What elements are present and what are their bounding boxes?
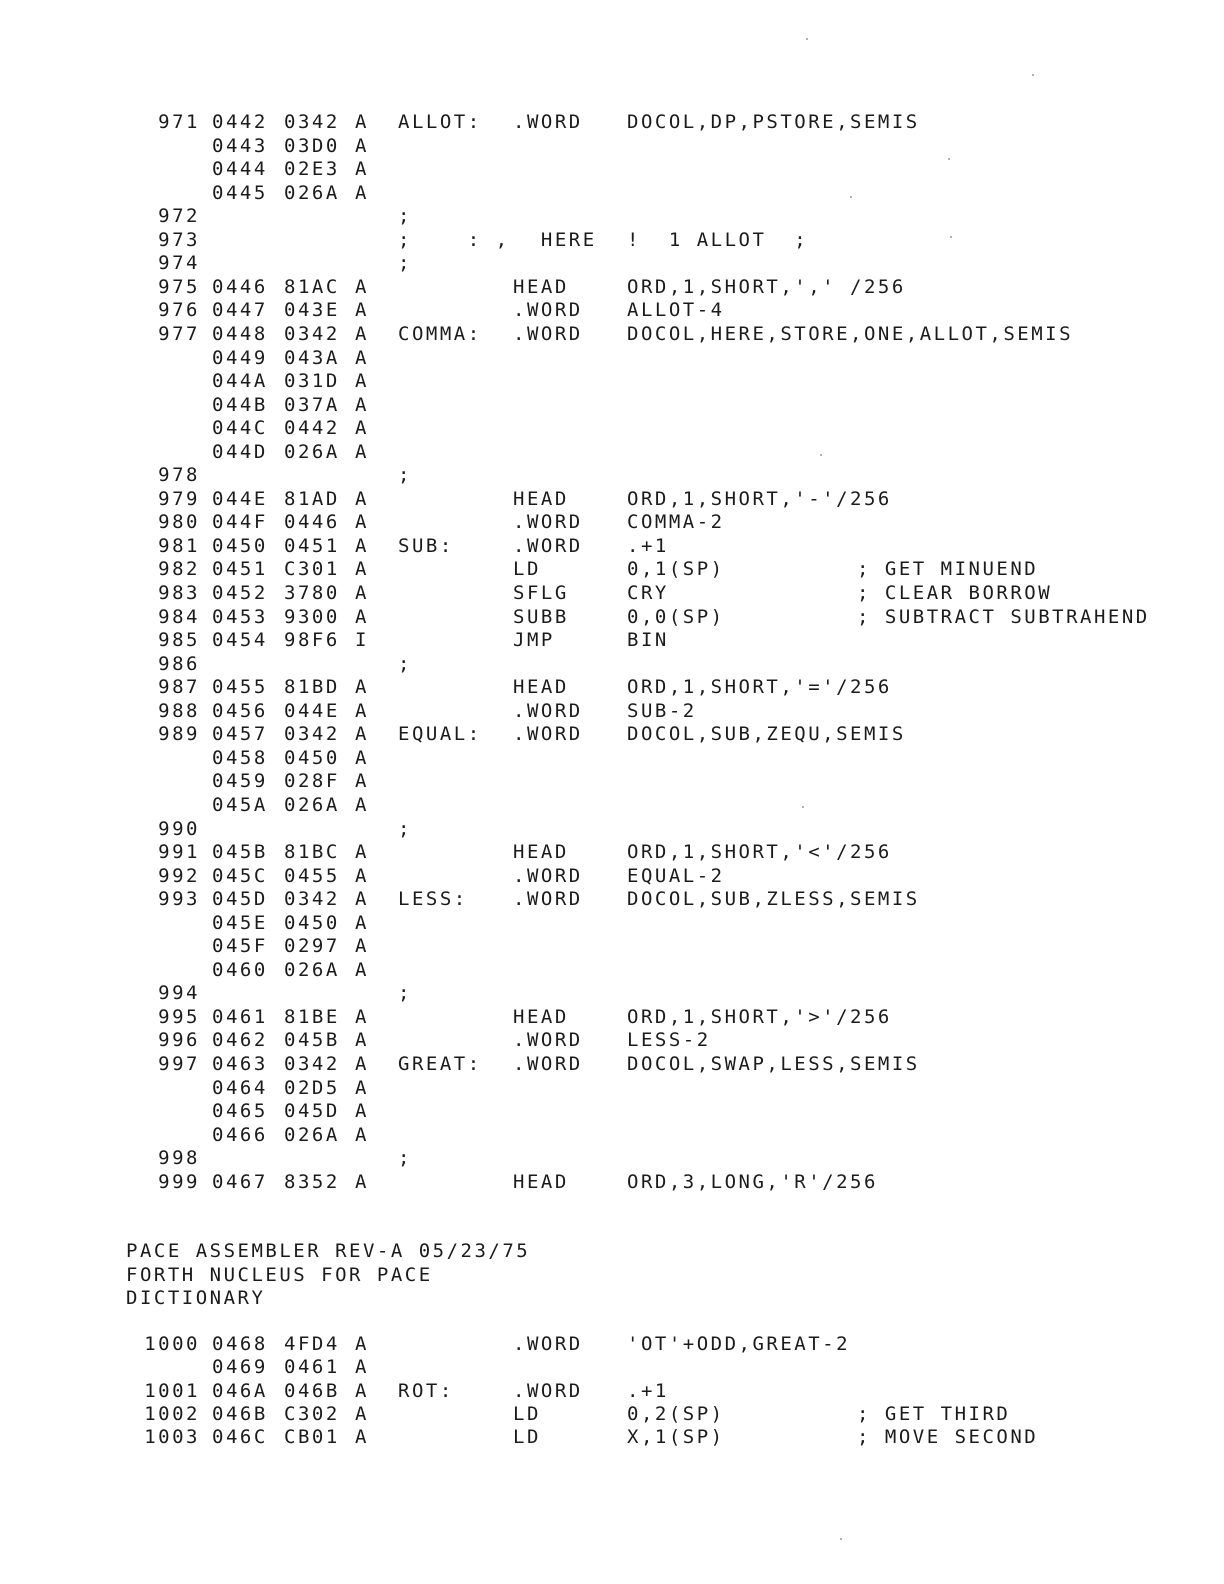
- object-code: 98F6: [284, 629, 340, 651]
- paper-speck: [948, 158, 950, 160]
- paper-speck: [850, 196, 852, 198]
- address: 046A: [212, 1380, 268, 1402]
- address: 0457: [212, 723, 268, 745]
- address: 0468: [212, 1333, 268, 1355]
- address: 046C: [212, 1426, 268, 1448]
- mnemonic: HEAD: [513, 276, 569, 298]
- object-code: 0297: [284, 935, 340, 957]
- comment: ; MOVE SECOND: [857, 1426, 1039, 1448]
- operand: ORD,1,SHORT,'<'/256: [627, 841, 892, 863]
- object-code: 037A: [284, 394, 340, 416]
- listing-line: [0, 1099, 1224, 1123]
- object-code: 81BC: [284, 841, 340, 863]
- object-code: 02D5: [284, 1077, 340, 1099]
- relocation-flag: A: [355, 1100, 369, 1122]
- paper-speck: [1032, 74, 1034, 76]
- object-code: 0342: [284, 723, 340, 745]
- listing-line: [0, 911, 1224, 935]
- relocation-flag: A: [355, 535, 369, 557]
- relocation-flag: A: [355, 488, 369, 510]
- paper-speck: [806, 38, 808, 40]
- listing-line: [0, 369, 1224, 393]
- object-code: 043A: [284, 347, 340, 369]
- relocation-flag: A: [355, 299, 369, 321]
- listing-line: [0, 110, 1224, 134]
- mnemonic: HERE: [513, 229, 597, 251]
- mnemonic: .WORD: [513, 1029, 583, 1051]
- object-code: 0446: [284, 511, 340, 533]
- source-line-number: 998: [158, 1147, 200, 1169]
- mnemonic: .WORD: [513, 865, 583, 887]
- address: 0453: [212, 606, 268, 628]
- mnemonic: JMP: [513, 629, 555, 651]
- operand: BIN: [627, 629, 669, 651]
- relocation-flag: A: [355, 1426, 369, 1448]
- source-line-number: 978: [158, 464, 200, 486]
- object-code: 0450: [284, 912, 340, 934]
- mnemonic: HEAD: [513, 841, 569, 863]
- relocation-flag: A: [355, 1077, 369, 1099]
- relocation-flag: A: [355, 441, 369, 463]
- address: 045C: [212, 865, 268, 887]
- relocation-flag: A: [355, 417, 369, 439]
- listing-line: [0, 934, 1224, 958]
- object-code: 026A: [284, 1124, 340, 1146]
- operand: .+1: [627, 1380, 669, 1402]
- listing-line: [0, 817, 1224, 841]
- listing-line: [0, 652, 1224, 676]
- operand: 0,2(SP): [627, 1403, 725, 1425]
- listing-line: [0, 958, 1224, 982]
- object-code: 3780: [284, 582, 340, 604]
- mnemonic: .WORD: [513, 700, 583, 722]
- operand: ORD,3,LONG,'R'/256: [627, 1171, 878, 1193]
- relocation-flag: A: [355, 959, 369, 981]
- source-line-number: 982: [158, 558, 200, 580]
- address: 045E: [212, 912, 268, 934]
- listing-line: [0, 1028, 1224, 1052]
- operand: COMMA-2: [627, 511, 725, 533]
- relocation-flag: A: [355, 1006, 369, 1028]
- listing-line: [0, 1123, 1224, 1147]
- source-line-number: 991: [158, 841, 200, 863]
- relocation-flag: A: [355, 347, 369, 369]
- listing-line: [0, 1355, 1224, 1379]
- object-code: 028F: [284, 770, 340, 792]
- operand: EQUAL-2: [627, 865, 725, 887]
- label: ;: [398, 653, 412, 675]
- address: 0454: [212, 629, 268, 651]
- object-code: CB01: [284, 1426, 340, 1448]
- label: ;: [398, 252, 412, 274]
- relocation-flag: A: [355, 111, 369, 133]
- relocation-flag: A: [355, 747, 369, 769]
- address: 0452: [212, 582, 268, 604]
- address: 044E: [212, 488, 268, 510]
- program-title: FORTH NUCLEUS FOR PACE: [126, 1264, 433, 1286]
- source-line-number: 984: [158, 606, 200, 628]
- listing-line: [0, 393, 1224, 417]
- listing-line: [0, 793, 1224, 817]
- relocation-flag: A: [355, 1124, 369, 1146]
- listing-line: [0, 1170, 1224, 1194]
- object-code: C302: [284, 1403, 340, 1425]
- listing-line: [0, 1402, 1224, 1426]
- operand: ORD,1,SHORT,',' /256: [627, 276, 906, 298]
- address: 0464: [212, 1077, 268, 1099]
- mnemonic: .WORD: [513, 535, 583, 557]
- source-line-number: 997: [158, 1053, 200, 1075]
- label: COMMA:: [398, 323, 482, 345]
- operand: 'OT'+ODD,GREAT-2: [627, 1333, 851, 1355]
- object-code: 046B: [284, 1380, 340, 1402]
- mnemonic: LD: [513, 1403, 541, 1425]
- object-code: C301: [284, 558, 340, 580]
- object-code: 81AD: [284, 488, 340, 510]
- source-line-number: 1002: [144, 1403, 200, 1425]
- source-line-number: 989: [158, 723, 200, 745]
- relocation-flag: A: [355, 1356, 369, 1378]
- address: 045F: [212, 935, 268, 957]
- label: ; : ,: [398, 229, 510, 251]
- source-line-number: 981: [158, 535, 200, 557]
- relocation-flag: A: [355, 888, 369, 910]
- object-code: 0342: [284, 888, 340, 910]
- mnemonic: HEAD: [513, 676, 569, 698]
- relocation-flag: A: [355, 394, 369, 416]
- mnemonic: HEAD: [513, 1006, 569, 1028]
- relocation-flag: A: [355, 135, 369, 157]
- source-line-number: 1000: [144, 1333, 200, 1355]
- operand: ALLOT-4: [627, 299, 725, 321]
- listing-line: [0, 675, 1224, 699]
- source-line-number: 986: [158, 653, 200, 675]
- object-code: 043E: [284, 299, 340, 321]
- listing-line: [0, 1005, 1224, 1029]
- address: 0450: [212, 535, 268, 557]
- listing-line: [0, 440, 1224, 464]
- listing-line: [0, 204, 1224, 228]
- label: EQUAL:: [398, 723, 482, 745]
- source-line-number: 994: [158, 982, 200, 1004]
- operand: .+1: [627, 535, 669, 557]
- address: 0444: [212, 158, 268, 180]
- mnemonic: SUBB: [513, 606, 569, 628]
- paper-speck: [840, 1538, 842, 1540]
- object-code: 0342: [284, 111, 340, 133]
- source-line-number: 973: [158, 229, 200, 251]
- source-line-number: 1001: [144, 1380, 200, 1402]
- operand: ORD,1,SHORT,'>'/256: [627, 1006, 892, 1028]
- source-line-number: 992: [158, 865, 200, 887]
- comment: ; CLEAR BORROW: [857, 582, 1053, 604]
- address: 045A: [212, 794, 268, 816]
- mnemonic: .WORD: [513, 888, 583, 910]
- source-line-number: 987: [158, 676, 200, 698]
- relocation-flag: A: [355, 370, 369, 392]
- relocation-flag: A: [355, 1029, 369, 1051]
- section-title: DICTIONARY: [126, 1287, 266, 1309]
- address: 045B: [212, 841, 268, 863]
- source-line-number: 985: [158, 629, 200, 651]
- object-code: 0451: [284, 535, 340, 557]
- listing-line: [0, 628, 1224, 652]
- address: 0459: [212, 770, 268, 792]
- listing-line: [0, 1076, 1224, 1100]
- mnemonic: .WORD: [513, 299, 583, 321]
- source-line-number: 993: [158, 888, 200, 910]
- address: 0466: [212, 1124, 268, 1146]
- listing-line: [0, 134, 1224, 158]
- relocation-flag: A: [355, 1380, 369, 1402]
- label: ;: [398, 464, 412, 486]
- source-line-number: 980: [158, 511, 200, 533]
- address: 0469: [212, 1356, 268, 1378]
- source-line-number: 977: [158, 323, 200, 345]
- comment: ; GET MINUEND: [857, 558, 1039, 580]
- object-code: 81BE: [284, 1006, 340, 1028]
- mnemonic: SFLG: [513, 582, 569, 604]
- listing-line: [0, 487, 1224, 511]
- label: SUB:: [398, 535, 454, 557]
- address: 0446: [212, 276, 268, 298]
- listing-line: [0, 557, 1224, 581]
- listing-line: [0, 722, 1224, 746]
- address: 0458: [212, 747, 268, 769]
- mnemonic: .WORD: [513, 723, 583, 745]
- relocation-flag: A: [355, 723, 369, 745]
- listing-line: [0, 346, 1224, 370]
- address: 0455: [212, 676, 268, 698]
- label: ;: [398, 982, 412, 1004]
- label: ROT:: [398, 1380, 454, 1402]
- mnemonic: .WORD: [513, 511, 583, 533]
- source-line-number: 975: [158, 276, 200, 298]
- source-line-number: 983: [158, 582, 200, 604]
- listing-line: [0, 699, 1224, 723]
- listing-line: [0, 864, 1224, 888]
- relocation-flag: A: [355, 700, 369, 722]
- object-code: 02E3: [284, 158, 340, 180]
- object-code: 03D0: [284, 135, 340, 157]
- operand: 0,0(SP): [627, 606, 725, 628]
- address: 044F: [212, 511, 268, 533]
- listing-line: [0, 840, 1224, 864]
- listing-line: [0, 1332, 1224, 1356]
- source-line-number: 988: [158, 700, 200, 722]
- listing-line: [0, 228, 1224, 252]
- label: ;: [398, 818, 412, 840]
- listing-line: [0, 157, 1224, 181]
- object-code: 9300: [284, 606, 340, 628]
- address: 0447: [212, 299, 268, 321]
- address: 0445: [212, 182, 268, 204]
- address: 0463: [212, 1053, 268, 1075]
- address: 0467: [212, 1171, 268, 1193]
- address: 0460: [212, 959, 268, 981]
- relocation-flag: A: [355, 794, 369, 816]
- relocation-flag: A: [355, 1053, 369, 1075]
- operand: X,1(SP): [627, 1426, 725, 1448]
- operand: DOCOL,HERE,STORE,ONE,ALLOT,SEMIS: [627, 323, 1074, 345]
- relocation-flag: A: [355, 912, 369, 934]
- address: 044D: [212, 441, 268, 463]
- paper-speck: [950, 236, 952, 238]
- object-code: 81AC: [284, 276, 340, 298]
- label: ;: [398, 1147, 412, 1169]
- assembler-title: PACE ASSEMBLER REV-A 05/23/75: [126, 1240, 531, 1262]
- address: 0448: [212, 323, 268, 345]
- source-line-number: 999: [158, 1171, 200, 1193]
- relocation-flag: A: [355, 770, 369, 792]
- address: 0462: [212, 1029, 268, 1051]
- source-line-number: 996: [158, 1029, 200, 1051]
- operand: DOCOL,SUB,ZEQU,SEMIS: [627, 723, 906, 745]
- relocation-flag: A: [355, 676, 369, 698]
- address: 044C: [212, 417, 268, 439]
- listing-line: [0, 581, 1224, 605]
- object-code: 0455: [284, 865, 340, 887]
- relocation-flag: A: [355, 606, 369, 628]
- listing-line: [0, 981, 1224, 1005]
- paper-speck: [802, 806, 804, 808]
- object-code: 045B: [284, 1029, 340, 1051]
- object-code: 031D: [284, 370, 340, 392]
- listing-line: [0, 322, 1224, 346]
- address: 044B: [212, 394, 268, 416]
- label: ;: [398, 205, 412, 227]
- address: 0461: [212, 1006, 268, 1028]
- object-code: 0461: [284, 1356, 340, 1378]
- relocation-flag: A: [355, 323, 369, 345]
- source-line-number: 972: [158, 205, 200, 227]
- operand: ORD,1,SHORT,'='/256: [627, 676, 892, 698]
- mnemonic: LD: [513, 1426, 541, 1448]
- paper-speck: [820, 454, 822, 456]
- relocation-flag: A: [355, 582, 369, 604]
- relocation-flag: A: [355, 1403, 369, 1425]
- mnemonic: HEAD: [513, 488, 569, 510]
- comment: ; SUBTRACT SUBTRAHEND: [857, 606, 1150, 628]
- listing-line: [0, 416, 1224, 440]
- address: 0449: [212, 347, 268, 369]
- source-line-number: 995: [158, 1006, 200, 1028]
- relocation-flag: A: [355, 1333, 369, 1355]
- listing-line: [0, 1425, 1224, 1449]
- operand: DOCOL,DP,PSTORE,SEMIS: [627, 111, 920, 133]
- relocation-flag: A: [355, 158, 369, 180]
- relocation-flag: A: [355, 935, 369, 957]
- source-line-number: 971: [158, 111, 200, 133]
- label: ALLOT:: [398, 111, 482, 133]
- address: 0451: [212, 558, 268, 580]
- listing-line: [0, 181, 1224, 205]
- source-line-number: 979: [158, 488, 200, 510]
- address: 0442: [212, 111, 268, 133]
- operand: SUB-2: [627, 700, 697, 722]
- relocation-flag: A: [355, 276, 369, 298]
- mnemonic: .WORD: [513, 111, 583, 133]
- object-code: 026A: [284, 794, 340, 816]
- source-line-number: 1003: [144, 1426, 200, 1448]
- source-line-number: 990: [158, 818, 200, 840]
- label: GREAT:: [398, 1053, 482, 1075]
- object-code: 044E: [284, 700, 340, 722]
- object-code: 0450: [284, 747, 340, 769]
- listing-line: [0, 463, 1224, 487]
- operand: ORD,1,SHORT,'-'/256: [627, 488, 892, 510]
- object-code: 0442: [284, 417, 340, 439]
- mnemonic: .WORD: [513, 1333, 583, 1355]
- address: 0456: [212, 700, 268, 722]
- mnemonic: LD: [513, 558, 541, 580]
- operand: LESS-2: [627, 1029, 711, 1051]
- listing-line: [0, 1052, 1224, 1076]
- listing-line: [0, 1379, 1224, 1403]
- operand: CRY: [627, 582, 669, 604]
- mnemonic: HEAD: [513, 1171, 569, 1193]
- address: 045D: [212, 888, 268, 910]
- object-code: 81BD: [284, 676, 340, 698]
- listing-line: [0, 769, 1224, 793]
- comment: ; GET THIRD: [857, 1403, 1011, 1425]
- listing-line: [0, 1146, 1224, 1170]
- object-code: 8352: [284, 1171, 340, 1193]
- object-code: 4FD4: [284, 1333, 340, 1355]
- object-code: 0342: [284, 323, 340, 345]
- object-code: 026A: [284, 441, 340, 463]
- label: LESS:: [398, 888, 468, 910]
- listing-line: [0, 534, 1224, 558]
- object-code: 026A: [284, 959, 340, 981]
- operand: 0,1(SP): [627, 558, 725, 580]
- listing-line: [0, 887, 1224, 911]
- source-line-number: 974: [158, 252, 200, 274]
- listing-line: [0, 510, 1224, 534]
- relocation-flag: A: [355, 865, 369, 887]
- relocation-flag: A: [355, 558, 369, 580]
- mnemonic: .WORD: [513, 1053, 583, 1075]
- address: 044A: [212, 370, 268, 392]
- address: 0443: [212, 135, 268, 157]
- relocation-flag: A: [355, 1171, 369, 1193]
- relocation-flag: A: [355, 182, 369, 204]
- object-code: 045D: [284, 1100, 340, 1122]
- listing-line: [0, 275, 1224, 299]
- operand: DOCOL,SWAP,LESS,SEMIS: [627, 1053, 920, 1075]
- relocation-flag: A: [355, 511, 369, 533]
- mnemonic: .WORD: [513, 323, 583, 345]
- object-code: 026A: [284, 182, 340, 204]
- listing-line: [0, 251, 1224, 275]
- listing-line: [0, 298, 1224, 322]
- mnemonic: .WORD: [513, 1380, 583, 1402]
- source-line-number: 976: [158, 299, 200, 321]
- operand: DOCOL,SUB,ZLESS,SEMIS: [627, 888, 920, 910]
- listing-line: [0, 746, 1224, 770]
- address: 046B: [212, 1403, 268, 1425]
- address: 0465: [212, 1100, 268, 1122]
- object-code: 0342: [284, 1053, 340, 1075]
- relocation-flag: I: [355, 629, 369, 651]
- listing-line: [0, 605, 1224, 629]
- relocation-flag: A: [355, 841, 369, 863]
- operand: ! 1 ALLOT ;: [627, 229, 809, 251]
